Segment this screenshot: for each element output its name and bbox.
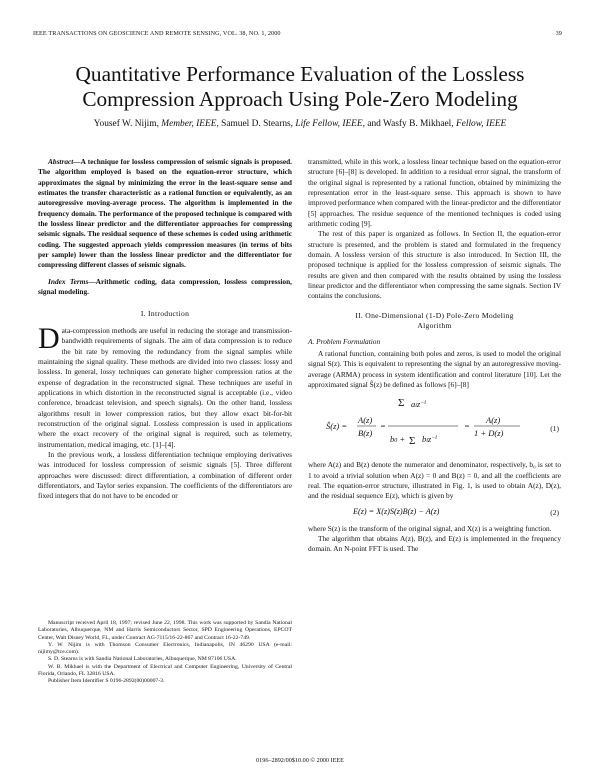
abstract <box>38 157 292 271</box>
eq1-den2: 1 + D(z) <box>474 428 504 439</box>
section-1-heading: I. Introduction <box>140 309 190 319</box>
title-line-2: Compression Approach Using Pole-Zero Modeling <box>82 87 518 111</box>
drop-cap: D <box>38 321 60 355</box>
eq1-sum-bot: Σ <box>409 435 416 448</box>
intro-paragraph-1-text: ata-compression methods are useful in reducing the storage and transmission-bandwidth requirements of signals. The aim of data compression is to reduce the bit rate by removing the redundancy from the signal samples while maintaining the signal quality. These methods are divided into two classes: lossy and lossless. In general, lossy techniques can generate higher compression ratios at the expense of degradation in the reconstructed signal. These techniques are useful in applications in which distortion in the reconstructed signal is acceptable (i.e., video conference, broadcast television, and speech signals). On the other hand, lossless algorithms result in lower compression ratios, but they allow exact bit-for-bit reconstruction of the original signal. Lossless compression is used in applications where the exact recovery of the original signal is required, such as telemetry, instrumentation, medical imaging, etc. [1]–[4]. <box>38 325 292 449</box>
right-paragraph-5: where S(z) is the transform of the original signal, and X(z) is a weighting function. <box>308 523 552 533</box>
eq1-a-num: A(z) <box>358 415 373 426</box>
eq1-shat: Ŝ(z) = <box>326 421 348 432</box>
footnote-publisher-id: Publisher Item Identifier S 0196-2892(00)00007-3. <box>48 678 165 684</box>
equation-2-number: (2) <box>550 507 559 517</box>
index-terms-text: Arithmetic coding, data compression, lossless compression, signal modeling. <box>38 276 292 297</box>
left-column <box>38 157 292 502</box>
author-list <box>20 119 580 129</box>
index-terms <box>38 277 292 298</box>
section-2-heading-line-2: Algorithm <box>417 321 452 331</box>
equation-2-body: E(z) = X(z)S(z)B(z) − A(z) <box>353 506 440 516</box>
copyright-line: 0196–2892/00$10.00 © 2000 IEEE <box>256 757 344 764</box>
running-header <box>33 30 562 37</box>
eq1-b-den: B(z) <box>358 428 373 439</box>
right-paragraph-1: transmitted, while in this work, a lossless linear technique based on the equation-error structure [6]–[8] is developed. In addition to a residual error signal, the transform of the original signal is represented by a rational function, obtained by minimizing the representation error in the least-square sense. This approach is shown to have improved performance when compared with the linear-predictor and the differentiator [5] approaches. The residue sequence of the mentioned techniques is coded using arithmetic coding [9]. <box>308 157 561 229</box>
equation-1-graphic <box>308 394 561 456</box>
author-2: Samuel D. Stearns, <box>221 119 294 129</box>
footnote-manuscript: Manuscript received April 18, 1997; revised June 22, 1998. This work was supported by Sandia National Laboratories, Albuquerque, NM and Harris Semiconductors Sector, SPD Engineering Operations, EPCOT Center, Walt Disney World, FL, under Contract AG-7115/16-22-867 and Contract 16-22-749. <box>38 620 292 641</box>
footnote-author-1: Y. W. Nijim is with Thomson Consumer Electronics, Indianapolis, IN 46290 USA (e-mail: nijimy@tce.com). <box>38 641 292 655</box>
right-paragraph-2: The rest of this paper is organized as follows. In Section II, the equation-error structure is presented, and the problem is stated and formulated in the frequency domain. A lossless version of this structure is also introduced. In Section III, the proposed technique is applied for the lossless compression of seismic signals. The results are given and then compared with the results obtained by using the lossless linear predictor and the differentiator when compressing the same signals. Section IV contains the conclusions. <box>308 229 561 301</box>
author-2-role: Life Fellow, IEEE, <box>295 119 365 129</box>
equation-1-number: (1) <box>550 424 559 434</box>
page-number: 39 <box>555 30 562 37</box>
author-3: and Wasfy B. Mikhael, <box>367 119 454 129</box>
author-1: Yousef W. Nijim, <box>93 119 159 129</box>
journal-name: IEEE TRANSACTIONS ON GEOSCIENCE AND REMOTE SENSING, VOL. 38, NO. 1, 2000 <box>33 30 281 37</box>
eq1-eq3: = <box>464 421 470 432</box>
index-terms-label: Index Terms— <box>48 276 96 286</box>
eq1-num-terms: aiz$^{-i}$ <box>411 399 426 410</box>
footnote-author-2: S. D. Stearns is with Sandia National Laboratories, Albuquerque, NM 87106 USA. <box>48 656 237 663</box>
author-1-role: Member, IEEE, <box>161 119 219 129</box>
equation-2 <box>308 505 561 521</box>
footnotes <box>38 620 292 685</box>
subsection-heading: A. Problem Formulation <box>308 336 381 346</box>
title-line-1: Quantitative Performance Evaluation of the Lossless <box>75 62 525 86</box>
eq1-b0: b0 + <box>390 434 406 445</box>
intro-paragraph-1 <box>38 321 292 450</box>
right-column <box>308 157 561 555</box>
abstract-label: Abstract— <box>48 157 81 166</box>
paper-title <box>20 62 580 112</box>
eq1-eq2: = <box>380 421 386 432</box>
eq1-sum-top: Σ <box>398 397 405 410</box>
eq1-a-num2: A(z) <box>486 415 501 426</box>
section-2-heading-line-1: II. One-Dimensional (1-D) Pole-Zero Modeling <box>355 310 514 320</box>
footnote-author-3: W. B. Mikhael is with the Department of Electrical and Computer Engineering, University of Central Florida, Orlando, FL 32816 USA. <box>38 663 292 677</box>
right-paragraph-3: A rational function, containing both poles and zeros, is used to model the original signal S(z). This is equivalent to representing the signal by an autoregressive moving-average (ARMA) process in system identification and control literature [10]. Let the approximated signal Ŝ(z) be defined as follows [6]–[8] <box>308 348 561 389</box>
author-3-role: Fellow, IEEE <box>455 119 507 129</box>
eq1-den-terms: biz$^{-i}$ <box>422 434 437 445</box>
abstract-text: A technique for lossless compression of seismic signals is proposed. The algorithm employed is based on the equation-error structure, which approximates the signal by minimizing the error in the least-square sense and estimates the transfer characteristic as a rational function or equivalently, as an autoregressive moving-average process. The algorithm is implemented in the frequency domain. The performance of the proposed technique is compared with the lossless linear predictor and the differentiator approaches for compressing seismic signals. The residual sequence of these schemes is coded using arithmetic coding. The suggested approach yields compression measures (in terms of bits per sample) lower than the lossless linear predictor and the differentiator for compressing different classes of seismic signals. <box>38 157 292 270</box>
right-paragraph-4: where A(z) and B(z) denote the numerator and denominator, respectively, b₀ is set to 1 to avoid a trivial solution when A(z) = 0 and B(z) = 0, and all the coefficients are real. The equation-error structure, illustrated in Fig. 1, is used to obtain A(z), D(z), and the residual sequence E(z), which is given by <box>308 460 561 501</box>
right-paragraph-6: The algorithm that obtains A(z), B(z), and E(z) is implemented in the frequency domain. An N-point FFT is used. The <box>308 533 561 554</box>
equation-1 <box>308 394 561 456</box>
intro-paragraph-2: In the previous work, a lossless differentiation technique employing derivatives was introduced for lossless compression of seismic signals [5]. Three different approaches were discussed: direct differentiation, a combination of different order differentiators, and Taylor series expansion. The coefficients of the differentiators are fixed integers that do not have to be encoded or <box>38 449 292 501</box>
